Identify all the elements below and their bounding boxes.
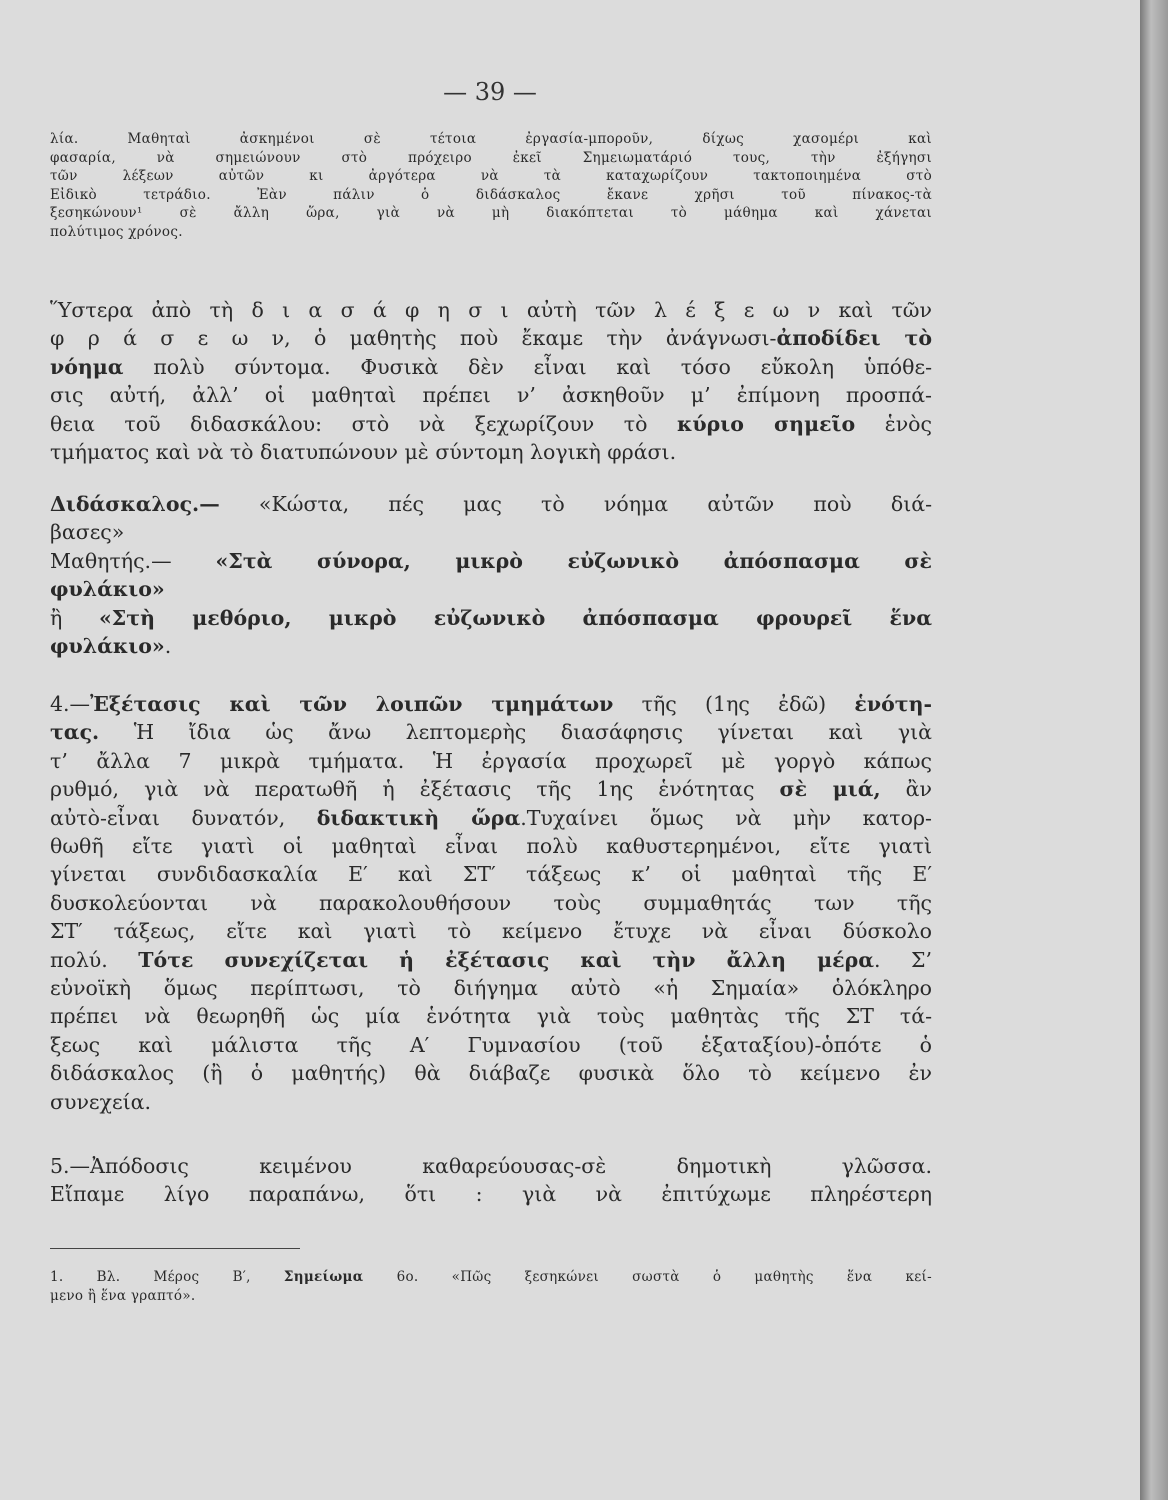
page-edge [1140, 0, 1168, 1500]
text-line: βασες» [50, 520, 125, 545]
text-line: Εἰδικὸ τετράδιο. Ἐὰν πάλιν ὁ διδάσκαλος ἔκανε χρῆσι τοῦ πίνακος-τὰ [50, 186, 932, 203]
text-line: Ὕστερα ἀπὸ τὴ δ ι α σ ά φ η σ ι αὐτὴ τῶν λ έ ξ ε ω ν καὶ τῶν [50, 298, 932, 322]
text-line: τμήματος καὶ νὰ τὸ διατυπώνουν μὲ σύντομη λογικὴ φράσι. [50, 440, 677, 465]
text-line: ρυθμό, γιὰ νὰ περατωθῆ ἡ ἐξέτασις τῆς 1ης ἑνότητας σὲ μιά, ἂν [50, 777, 932, 802]
text-line: πολύ. Τότε συνεχίζεται ἡ ἐξέτασις καὶ τὴν ἄλλη μέρα. Σ’ [50, 947, 932, 972]
text-line: φυλάκιο». [50, 634, 172, 659]
text-line: τῶν λέξεων αὐτῶν κι ἀργότερα νὰ τὰ καταχωρίζουν τακτοποιημένα στὸ [50, 168, 932, 184]
text-line: ΣΤ′ τάξεως, εἴτε καὶ γιατὶ τὸ κείμενο ἔτυχε νὰ εἶναι δύσκολο [50, 919, 932, 944]
text-line: λία. Μαθηταὶ ἀσκημένοι σὲ τέτοια ἐργασία-μποροῦν, δίχως χασομέρι καὶ [50, 131, 932, 147]
text-line: πρέπει νὰ θεωρηθῆ ὡς μία ἑνότητα γιὰ τοὺς μαθητὰς τῆς ΣΤ τά- [50, 1004, 932, 1029]
text-line: ξεσηκώνουν¹ σὲ ἄλλη ὥρα, γιὰ νὰ μὴ διακόπτεται τὸ μάθημα καὶ χάνεται [50, 205, 932, 221]
text-line: 1. Βλ. Μέρος Β′, Σημείωμα 6ο. «Πῶς ξεσηκώνει σωστὰ ὁ μαθητὴς ἕνα κεί- [50, 1269, 932, 1285]
text-line: σις αὐτή, ἀλλ’ οἱ μαθηταὶ πρέπει ν’ ἀσκηθοῦν μ’ ἐπίμονη προσπά- [50, 383, 932, 408]
footnote-divider [50, 1248, 300, 1249]
text-line: αὐτὸ-εἶναι δυνατόν, διδακτικὴ ὥρα.Τυχαίνει ὅμως νὰ μὴν κατορ- [50, 805, 932, 830]
page-number: — 39 — [443, 78, 537, 106]
text-line: θωθῆ εἴτε γιατὶ οἱ μαθηταὶ εἶναι πολὺ καθυστερημένοι, εἴτε γιατὶ [50, 834, 932, 859]
text-line: φυλάκιο» [50, 577, 165, 602]
text-line: δυσκολεύονται νὰ παρακολουθήσουν τοὺς συμμαθητάς των τῆς [50, 890, 932, 915]
text-line: γίνεται συνδιδασκαλία Ε′ καὶ ΣΤ′ τάξεως κ’ οἱ μαθηταὶ τῆς Ε′ [50, 862, 932, 887]
text-line: νόημα πολὺ σύντομα. Φυσικὰ δὲν εἶναι καὶ τόσο εὔκολη ὑπόθε- [50, 354, 932, 379]
text-line: Εἴπαμε λίγο παραπάνω, ὅτι : γιὰ νὰ ἐπιτύχωμε πληρέστερη [50, 1182, 932, 1207]
section-5-rendering [50, 1152, 932, 1209]
dialogue-block [50, 490, 932, 660]
dialogue-teacher: Διδάσκαλος.— «Κώστα, πές μας τὸ νόημα αὐτῶν ποὺ διά- [50, 492, 932, 516]
text-line: φασαρία, νὰ σημειώνουν στὸ πρόχειρο ἐκεῖ Σημειωματάριό τους, τὴν ἐξήγησι [50, 149, 932, 166]
text-line: συνεχεία. [50, 1089, 151, 1114]
text-line: ξεως καὶ μάλιστα τῆς Α′ Γυμνασίου (τοῦ ἑξαταξίου)-ὁπότε ὁ [50, 1032, 932, 1057]
section-5-heading: 5.—Ἀπόδοσις κειμένου καθαρεύουσας-σὲ δημοτικὴ γλῶσσα. [50, 1154, 932, 1178]
text-line: φ ρ ά σ ε ω ν, ὁ μαθητὴς ποὺ ἔκαμε τὴν ἀνάγνωσι-ἀποδίδει τὸ [50, 326, 932, 351]
dialogue-student: Μαθητής.— «Στὰ σύνορα, μικρὸ εὐζωνικὸ ἀπόσπασμα σὲ [50, 548, 932, 573]
intro-paragraph [50, 130, 932, 241]
text-line: διδάσκαλος (ἢ ὁ μαθητής) θὰ διάβαζε φυσικὰ ὅλο τὸ κείμενο ἐν [50, 1061, 932, 1086]
footnote [50, 1268, 932, 1305]
dialogue-alternative: ἢ «Στὴ μεθόριο, μικρὸ εὐζωνικὸ ἀπόσπασμα φρουρεῖ ἕνα [50, 605, 932, 630]
text-line: πολύτιμος χρόνος. [50, 223, 183, 240]
paragraph-clarification [50, 296, 932, 466]
section-4-examination [50, 690, 932, 1116]
text-line: τας. Ἡ ἴδια ὡς ἄνω λεπτομερὴς διασάφησις γίνεται καὶ γιὰ [50, 720, 932, 745]
text-line: μενο ἢ ἕνα γραπτό». [50, 1287, 196, 1304]
text-line: εὐνοϊκὴ ὅμως περίπτωσι, τὸ διήγημα αὐτὸ «ἡ Σημαία» ὁλόκληρο [50, 976, 932, 1001]
text-line: θεια τοῦ διδασκάλου: στὸ νὰ ξεχωρίζουν τὸ κύριο σημεῖο ἑνὸς [50, 411, 932, 436]
text-line: τ’ ἄλλα 7 μικρὰ τμήματα. Ἡ ἐργασία προχωρεῖ μὲ γοργὸ κάπως [50, 748, 932, 773]
section-4-heading: 4.—Ἐξέτασις καὶ τῶν λοιπῶν τμημάτων τῆς (1ης ἐδῶ) ἑνότη- [50, 692, 932, 716]
